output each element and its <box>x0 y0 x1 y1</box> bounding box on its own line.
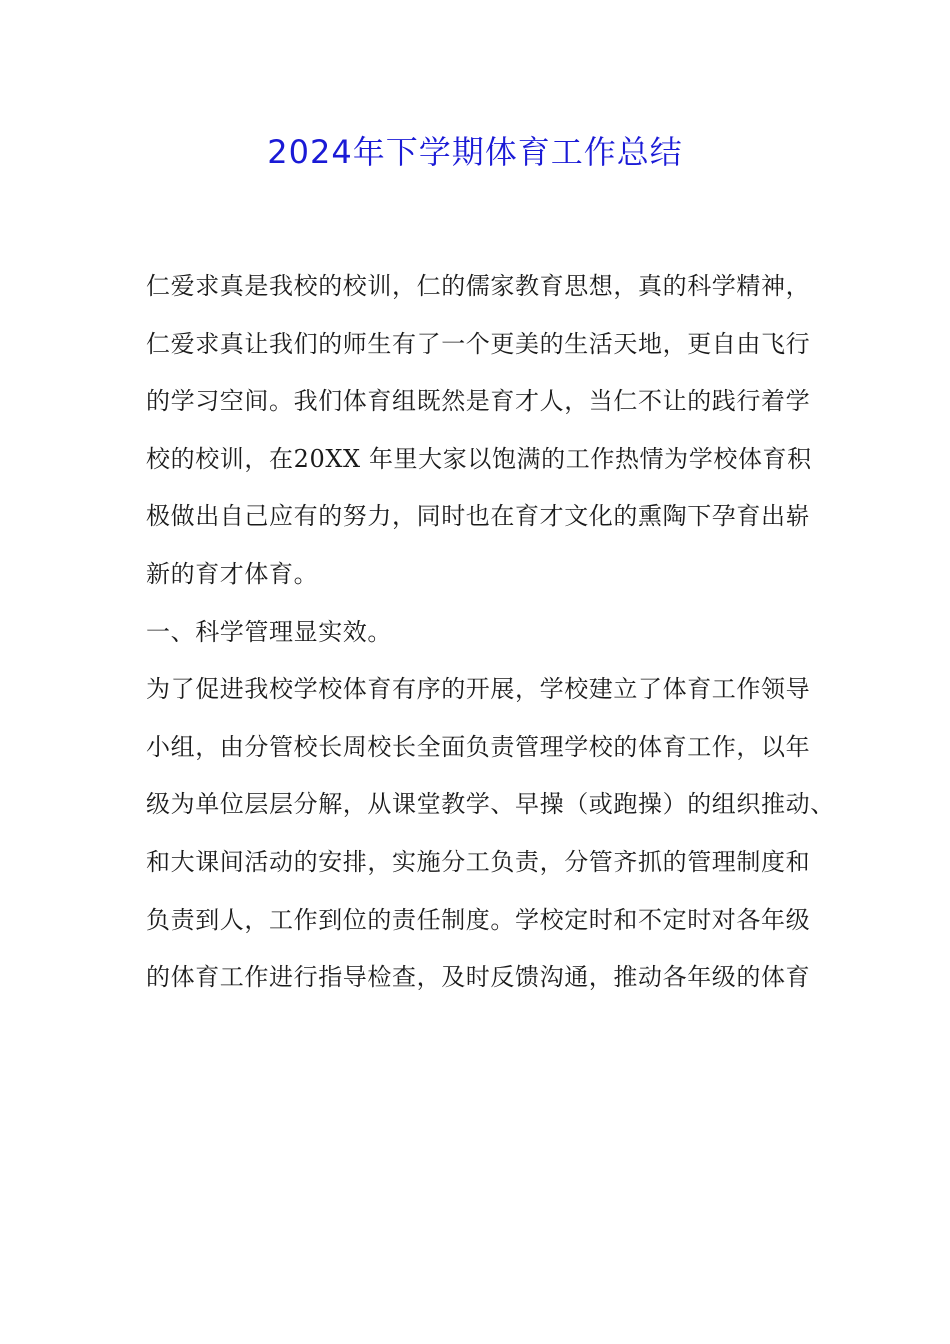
paragraph-line: 负责到人，工作到位的责任制度。学校定时和不定时对各年级 <box>146 905 811 934</box>
paragraph-line: 的学习空间。我们体育组既然是育才人，当仁不让的践行着学 <box>146 387 811 416</box>
paragraph-line: 级为单位层层分解，从课堂教学、早操（或跑操）的组织推动、 <box>146 790 835 819</box>
document-body <box>146 258 846 1007</box>
paragraph-line: 新的育才体育。 <box>146 559 319 588</box>
paragraph-line: 仁爱求真是我校的校训，仁的儒家教育思想，真的科学精神， <box>146 272 811 300</box>
paragraph-line: 的体育工作进行指导检查，及时反馈沟通，推动各年级的体育 <box>146 963 811 992</box>
document-title: 2024年下学期体育工作总结 <box>267 133 683 171</box>
paragraph-line: 小组，由分管校长周校长全面负责管理学校的体育工作，以年 <box>146 732 811 761</box>
section-heading: 一、科学管理显实效。 <box>146 617 392 646</box>
paragraph-line: 校的校训，在20XX 年里大家以饱满的工作热情为学校体育积 <box>146 444 812 473</box>
paragraph-line: 为了促进我校学校体育有序的开展，学校建立了体育工作领导 <box>146 675 811 704</box>
paragraph-line: 极做出自己应有的努力，同时也在育才文化的熏陶下孕育出崭 <box>146 502 811 531</box>
paragraph-line: 和大课间活动的安排，实施分工负责，分管齐抓的管理制度和 <box>146 847 811 876</box>
paragraph-line: 仁爱求真让我们的师生有了一个更美的生活天地，更自由飞行 <box>146 329 811 358</box>
